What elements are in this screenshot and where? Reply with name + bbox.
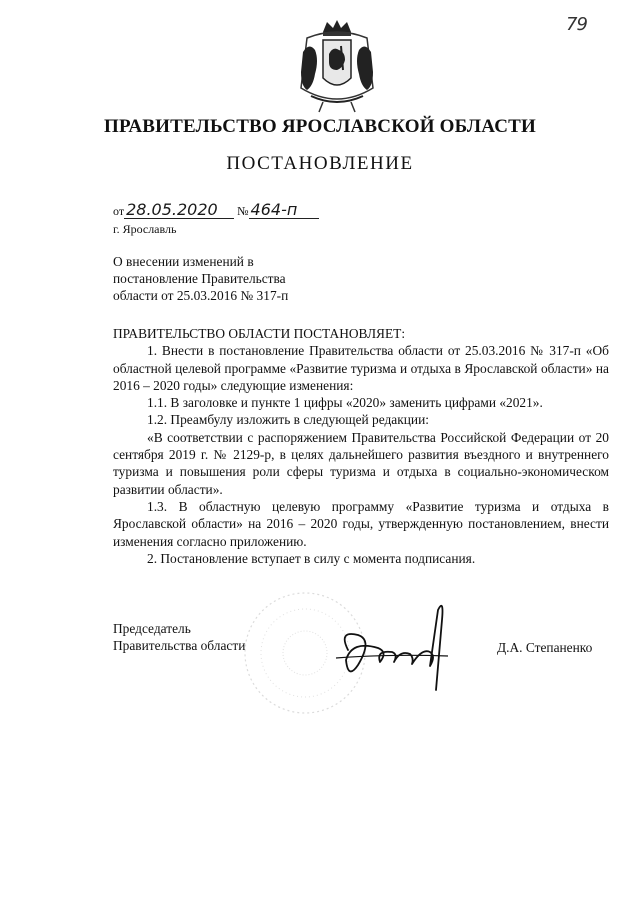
coat-of-arms-emblem [293, 18, 381, 114]
paragraph-1: 1. Внести в постановление Правительства области от 25.03.2016 № 317-п «Об областной целевой программе «Развитие туризма и отдыха в Ярославской области» на 2016 – 2020 годы» следующие изменения: [113, 343, 609, 393]
preamble-quote: «В соответствии с распоряжением Правительства Российской Федерации от 20 сентября 2019 г. № 2129-р, в целях дальнейшего развития въездного и внутреннего туризма и повышения роли сферы туризма и отдыха в социально-экономическом развитии области». [113, 429, 609, 497]
organization-title: ПРАВИТЕЛЬСТВО ЯРОСЛАВСКОЙ ОБЛАСТИ [104, 116, 536, 137]
subject-line: О внесении изменений в [113, 254, 254, 269]
signatory-title-line: Председатель [113, 621, 191, 636]
handwritten-signature [318, 590, 468, 700]
date-number-line [113, 202, 319, 219]
signatory-title [113, 620, 245, 654]
document-type: ПОСТАНОВЛЕНИЕ [226, 153, 414, 174]
subject-line: области от 25.03.2016 № 317-п [113, 288, 289, 303]
paragraph-1-1: 1.1. В заголовке и пункте 1 цифры «2020» заменить цифрами «2021». [147, 395, 543, 411]
document-date: 28.05.2020 [124, 202, 234, 219]
page-number: 79 [566, 14, 587, 35]
number-prefix: № [237, 204, 249, 218]
subject-line: постановление Правительства [113, 271, 286, 286]
document-number: 464-п [249, 202, 319, 219]
resolution-heading: ПРАВИТЕЛЬСТВО ОБЛАСТИ ПОСТАНОВЛЯЕТ: [113, 326, 406, 341]
document-body [113, 325, 609, 567]
signatory-title-line: Правительства области [113, 638, 246, 653]
date-prefix: от [113, 204, 125, 218]
document-subject [113, 253, 373, 304]
paragraph-2: 2. Постановление вступает в силу с момента подписания. [147, 550, 476, 566]
city: г. Ярославль [113, 222, 177, 236]
paragraph-1-3: 1.3. В областную целевую программу «Развитие туризма и отдыха в Ярославской области» на 2016 – 2020 годы, утвержденную постановлением, внести изменения согласно приложению. [113, 498, 609, 549]
paragraph-1-2: 1.2. Преамбулу изложить в следующей редакции: [147, 412, 429, 428]
signatory-name: Д.А. Степаненко [497, 640, 593, 655]
